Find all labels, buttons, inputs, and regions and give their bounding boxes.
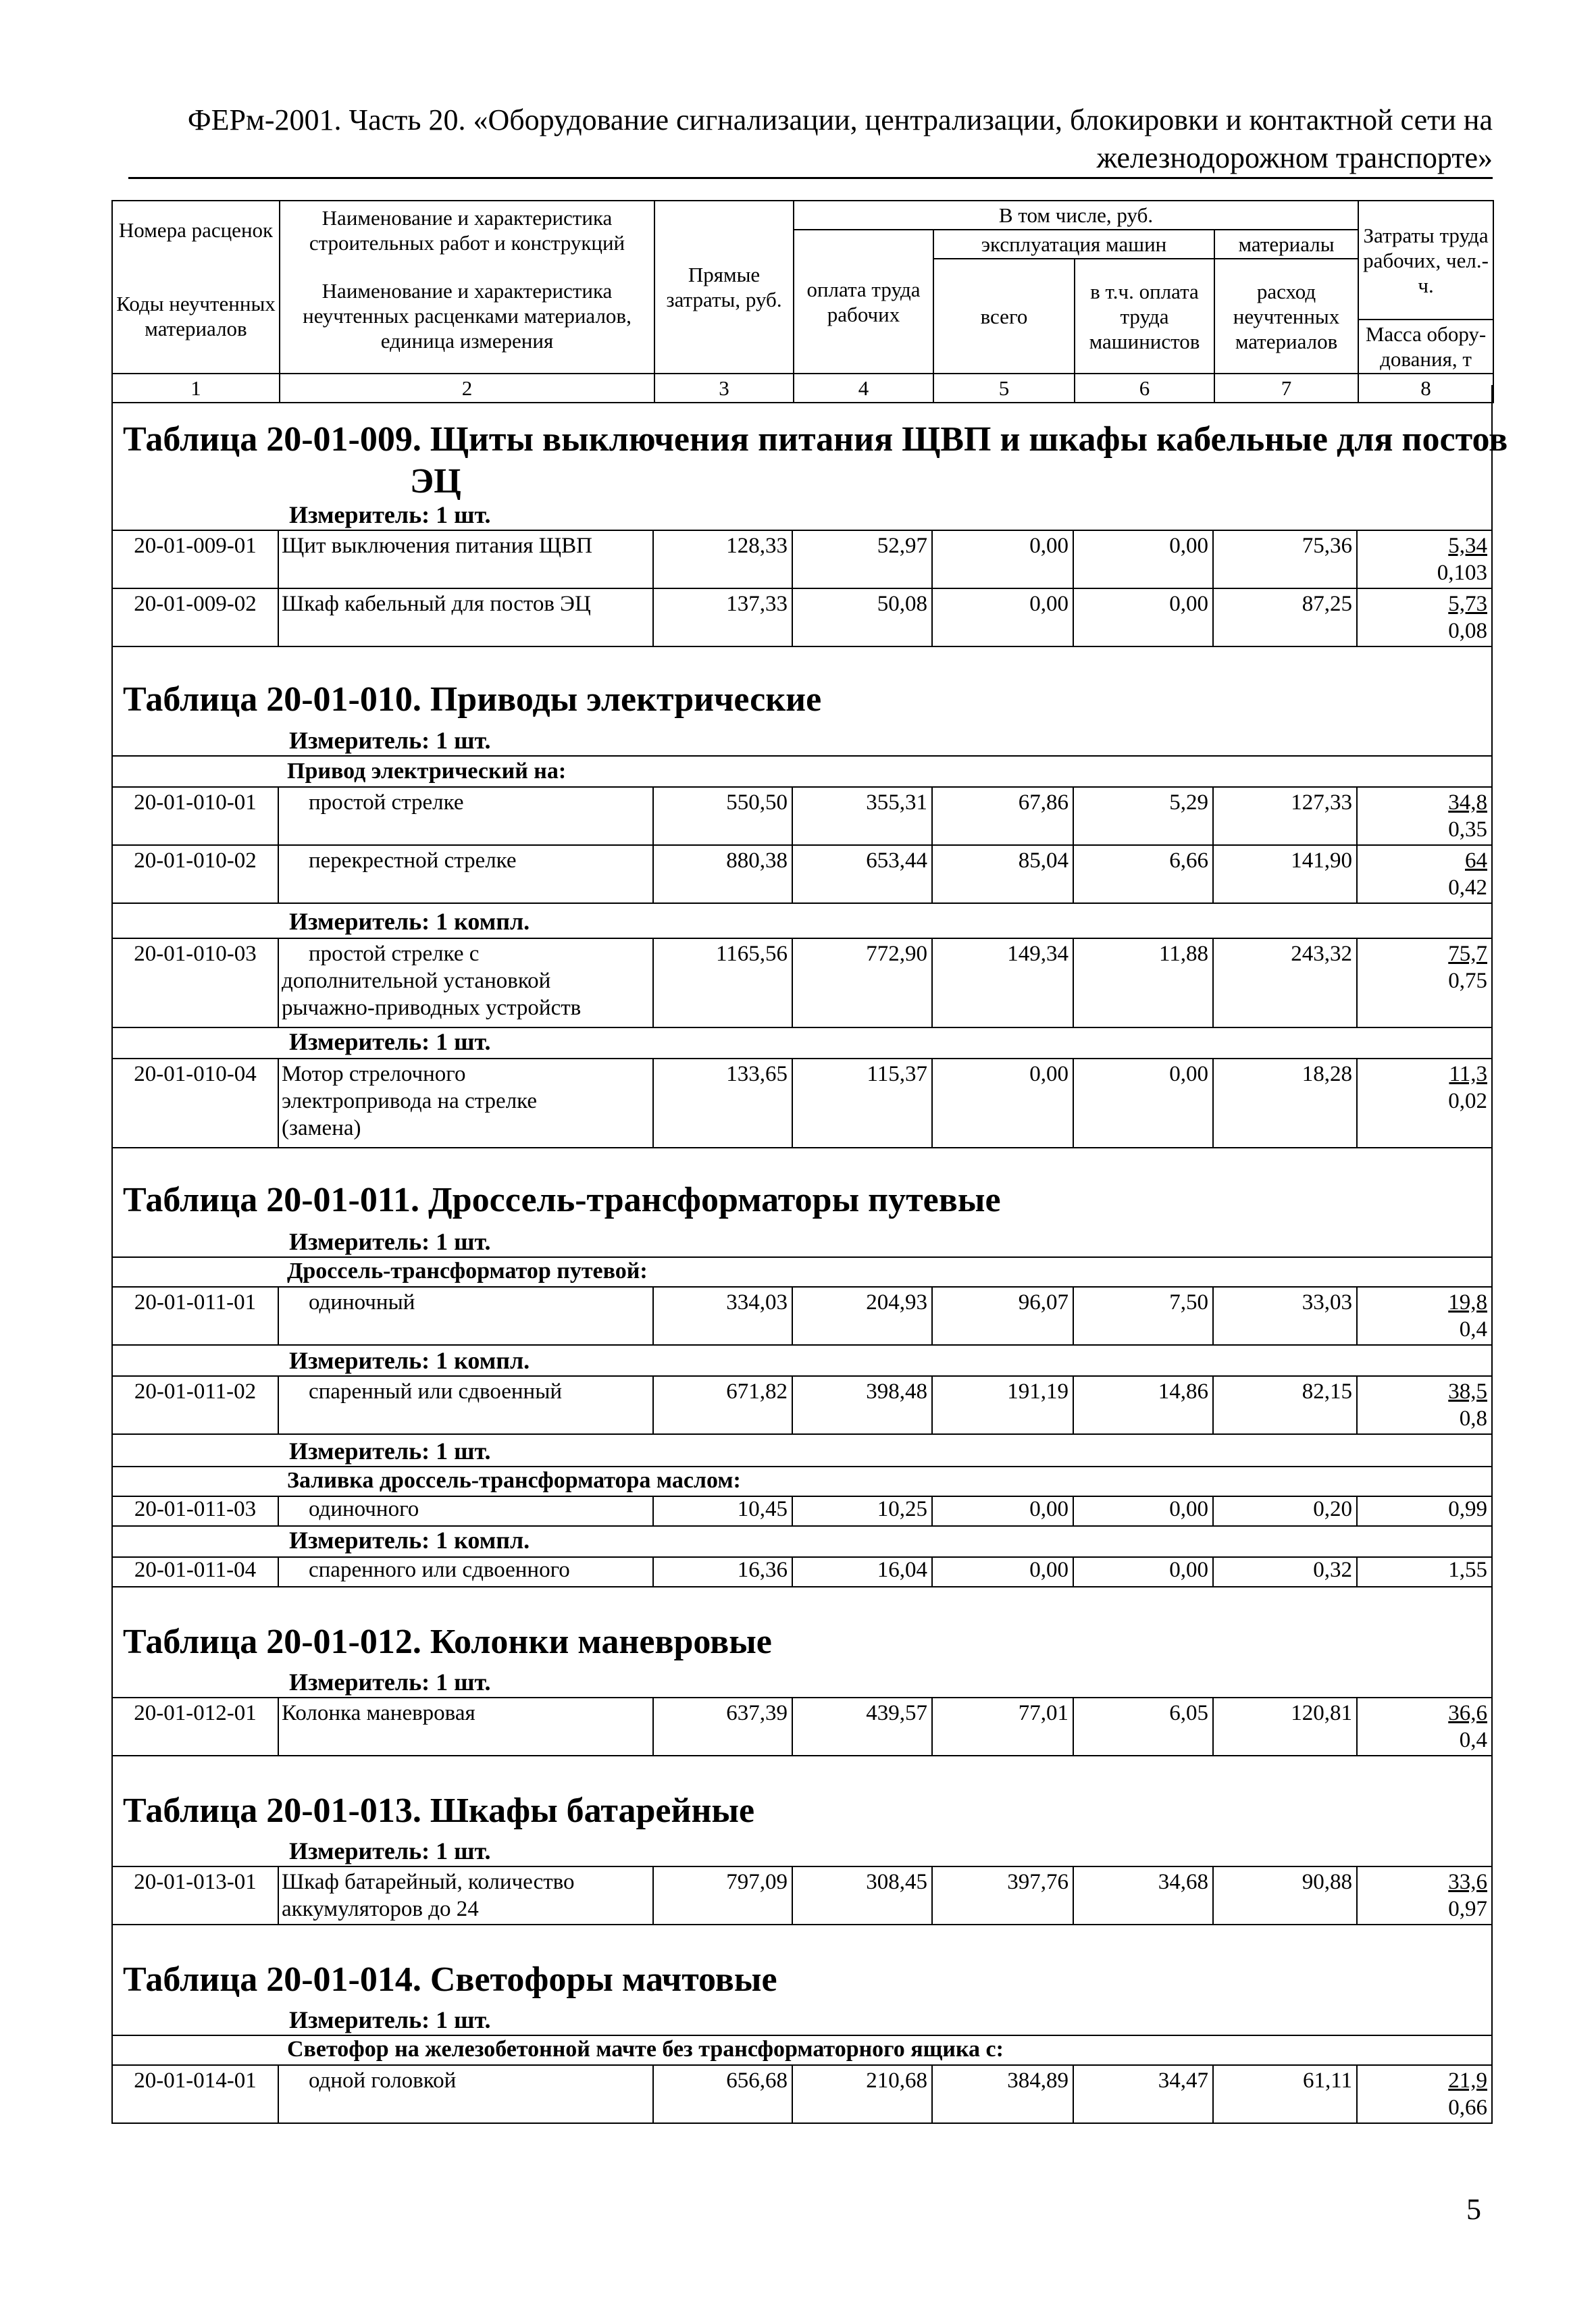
cell-labor-mass [1358,844,1493,903]
row-code: 20-01-010-03 [111,938,279,1027]
cell-labor-mass [1358,1697,1493,1755]
measure-unit [289,1837,490,1864]
cell-materials: 0,32 [1214,1556,1358,1586]
cell-machinists-pay: 14,86 [1074,1375,1214,1433]
cell-labor-pay: 10,25 [793,1496,933,1525]
header-col6: в т.ч. оплата труда машинистов [1075,259,1214,374]
labor-hours: 11,3 [1449,1062,1487,1086]
col-number: 6 [1075,374,1214,403]
cell-machinists-pay: 7,50 [1074,1286,1214,1344]
measure-unit [289,1527,530,1554]
measure-text: Измеритель: 1 компл. [289,1527,530,1554]
cell-labor-pay: 52,97 [793,530,933,588]
equipment-mass: 0,103 [1437,561,1487,585]
cell-machines-total: 384,89 [933,2064,1074,2123]
row-code: 20-01-011-04 [111,1556,279,1586]
col-number: 5 [933,374,1075,403]
measure-unit [289,1438,490,1465]
labor-hours: 5,34 [1448,534,1487,558]
cell-machinists-pay: 6,05 [1074,1697,1214,1755]
header-col7: расход неучтенных материалов [1214,259,1358,374]
cell-labor-pay: 50,08 [793,588,933,646]
row-name: спаренного или сдвоенного [279,1556,654,1586]
col-number: 7 [1214,374,1358,403]
row-rule [111,1924,1493,1925]
cell-materials: 87,25 [1214,588,1358,646]
table-title: Таблица 20-01-011. Дроссель-трансформаторы путевые [123,1181,1001,1219]
row-name [279,1866,654,1924]
row-name: одной головкой [279,2064,654,2123]
cell-labor-mass [1358,1375,1493,1433]
cell-materials: 82,15 [1214,1375,1358,1433]
table-row [111,588,1493,646]
cell-direct-costs: 16,36 [654,1556,793,1586]
table-title: Таблица 20-01-013. Шкафы батарейные [123,1791,755,1830]
cell-machinists-pay: 6,66 [1074,844,1214,903]
labor-hours: 19,8 [1448,1290,1487,1315]
measure-unit [289,908,530,935]
cell-materials: 141,90 [1214,844,1358,903]
header-col8-top: Затраты труда рабочих, чел.-ч. [1358,201,1493,320]
row-name: простой стрелке [279,786,654,844]
labor-hours: 33,6 [1448,1870,1487,1894]
table-title: Таблица 20-01-014. Светофоры мачтовые [123,1960,777,1999]
measure-unit [289,1228,490,1255]
cell-materials: 90,88 [1214,1866,1358,1924]
col-number: 4 [794,374,933,403]
labor-hours: 64 [1465,848,1487,873]
table-row [111,1496,1493,1525]
cell-machinists-pay: 11,88 [1074,938,1214,1027]
row-code: 20-01-009-01 [111,530,279,588]
header-col2-bottom: Наименование и характеристика неучтенных расценками материалов, единица измерения [280,259,654,374]
table-row [111,1286,1493,1344]
table-title: Таблица 20-01-010. Приводы электрические [123,680,822,719]
row-rule [111,1344,1493,1346]
table-row [111,786,1493,844]
cell-materials: 75,36 [1214,530,1358,588]
equipment-mass: 0,4 [1459,1317,1487,1342]
cell-materials: 0,20 [1214,1496,1358,1525]
cell-direct-costs: 550,50 [654,786,793,844]
measure-unit [289,2006,490,2033]
cell-direct-costs: 671,82 [654,1375,793,1433]
row-rule [111,1147,1493,1148]
measure-unit [289,1028,490,1055]
row-code: 20-01-011-02 [111,1375,279,1433]
col-number: 8 [1358,374,1493,403]
cell-direct-costs: 797,09 [654,1866,793,1924]
table-title-line: ЭЦ [410,462,461,501]
cell-labor-hours: 1,55 [1358,1556,1493,1586]
cell-direct-costs: 137,33 [654,588,793,646]
row-name-line: дополнительной установкой [282,969,551,993]
cell-machines-total: 85,04 [933,844,1074,903]
header-col1-bottom: Коды неучтенных материалов [112,259,280,374]
row-code: 20-01-010-01 [111,786,279,844]
cell-labor-pay: 308,45 [793,1866,933,1924]
labor-hours: 34,8 [1448,790,1487,815]
row-name-line: (замена) [282,1116,361,1140]
cell-labor-mass [1358,2064,1493,2123]
header-col8-bottom: Масса обору-дования, т [1358,320,1493,374]
header-rule [128,177,1493,179]
row-code: 20-01-009-02 [111,588,279,646]
labor-hours: 75,7 [1448,942,1487,966]
cell-machinists-pay: 0,00 [1074,588,1214,646]
measure-text: Измеритель: 1 шт. [289,1028,491,1055]
table-row [111,2064,1493,2123]
table-row [111,530,1493,588]
equipment-mass: 0,4 [1459,1728,1487,1752]
cell-labor-mass [1358,786,1493,844]
measure-text: Измеритель: 1 шт. [289,727,491,754]
cell-direct-costs: 128,33 [654,530,793,588]
cell-machinists-pay: 0,00 [1074,1496,1214,1525]
cell-materials: 120,81 [1214,1697,1358,1755]
row-name-line: Мотор стрелочного [282,1062,466,1086]
page-number: 5 [1466,2193,1481,2226]
header-machines: эксплуатация машин [933,230,1214,259]
equipment-mass: 0,97 [1448,1897,1487,1921]
table-row [111,1697,1493,1755]
row-rule [111,1433,1493,1435]
row-name: Щит выключения питания ЩВП [279,530,654,588]
equipment-mass: 0,02 [1448,1089,1487,1113]
measure-text: Измеритель: 1 шт. [289,1228,491,1255]
row-rule [111,1586,1493,1587]
row-name: Колонка маневровая [279,1697,654,1755]
measure-text: Измеритель: 1 шт. [289,501,491,528]
measure-unit [289,501,490,528]
cell-machines-total: 0,00 [933,588,1074,646]
table-row [111,1866,1493,1924]
header-line-1: ФЕРм-2001. Часть 20. «Оборудование сигнализации, централизации, блокировки и контактной сети на [187,103,1493,136]
cell-labor-pay: 772,90 [793,938,933,1027]
header-col2-top: Наименование и характеристика строительных работ и конструкций [280,201,654,259]
row-name-line: аккумуляторов до 24 [282,1897,479,1921]
cell-labor-mass [1358,1058,1493,1147]
row-code: 20-01-011-03 [111,1496,279,1525]
cell-machines-total: 397,76 [933,1866,1074,1924]
cell-direct-costs: 656,68 [654,2064,793,2123]
table-title: Таблица 20-01-012. Колонки маневровые [123,1623,772,1661]
row-name-line: рычажно-приводных устройств [282,996,582,1020]
measure-text: Измеритель: 1 шт. [289,1837,491,1864]
row-name: одиночный [279,1286,654,1344]
cell-labor-mass [1358,1286,1493,1344]
measure-text: Измеритель: 1 компл. [289,1347,530,1374]
row-code: 20-01-013-01 [111,1866,279,1924]
equipment-mass: 0,66 [1448,2095,1487,2120]
cell-labor-mass [1358,588,1493,646]
row-code: 20-01-010-02 [111,844,279,903]
labor-hours: 21,9 [1448,2068,1487,2093]
cell-machines-total: 77,01 [933,1697,1074,1755]
cell-machinists-pay: 0,00 [1074,530,1214,588]
cell-materials: 18,28 [1214,1058,1358,1147]
row-name [279,938,654,1027]
labor-hours: 36,6 [1448,1701,1487,1725]
cell-direct-costs: 1165,56 [654,938,793,1027]
col-number: 3 [654,374,794,403]
cell-machinists-pay: 0,00 [1074,1058,1214,1147]
col-number: 1 [112,374,280,403]
cell-machinists-pay: 34,47 [1074,2064,1214,2123]
cell-direct-costs: 10,45 [654,1496,793,1525]
cell-materials: 127,33 [1214,786,1358,844]
equipment-mass: 0,8 [1459,1406,1487,1431]
subheading: Привод электрический на: [287,759,567,784]
cell-direct-costs: 133,65 [654,1058,793,1147]
equipment-mass: 0,42 [1448,875,1487,900]
cell-labor-pay: 204,93 [793,1286,933,1344]
cell-direct-costs: 637,39 [654,1697,793,1755]
header-incl: В том числе, руб. [794,201,1358,230]
measure-text: Измеритель: 1 шт. [289,1438,491,1465]
row-name: одиночного [279,1496,654,1525]
row-name: Шкаф кабельный для постов ЭЦ [279,588,654,646]
cell-labor-mass [1358,1866,1493,1924]
row-rule [111,755,1493,757]
cell-direct-costs: 880,38 [654,844,793,903]
labor-hours: 38,5 [1448,1379,1487,1404]
row-code: 20-01-014-01 [111,2064,279,2123]
cell-machinists-pay: 5,29 [1074,786,1214,844]
cell-labor-pay: 210,68 [793,2064,933,2123]
header-col4: оплата труда рабочих [794,230,933,374]
table-row [111,938,1493,1027]
measure-text: Измеритель: 1 шт. [289,1669,491,1696]
row-rule [111,2123,1493,2124]
header-col1-top: Номера расценок [112,201,280,259]
cell-machines-total: 67,86 [933,786,1074,844]
cell-labor-pay: 398,48 [793,1375,933,1433]
table-row [111,1375,1493,1433]
measure-unit [289,727,490,754]
measure-unit [289,1669,490,1696]
row-name [279,1058,654,1147]
row-rule [111,903,1493,904]
cell-machinists-pay: 0,00 [1074,1556,1214,1586]
subheading: Дроссель-трансформатор путевой: [287,1259,648,1283]
row-name: спаренный или сдвоенный [279,1375,654,1433]
measure-unit [289,1347,530,1374]
subheading: Заливка дроссель-трансформатора маслом: [287,1468,741,1493]
column-header-table [111,200,1494,403]
cell-materials: 33,03 [1214,1286,1358,1344]
row-code: 20-01-010-04 [111,1058,279,1147]
cell-labor-pay: 16,04 [793,1556,933,1586]
labor-hours: 5,73 [1448,592,1487,616]
measure-text: Измеритель: 1 компл. [289,908,530,935]
header-line-2: железнодорожном транспорте» [1096,141,1493,174]
cell-machinists-pay: 34,68 [1074,1866,1214,1924]
col-number: 2 [280,374,654,403]
equipment-mass: 0,35 [1448,817,1487,842]
measure-text: Измеритель: 1 шт. [289,2006,491,2033]
cell-machines-total: 0,00 [933,1058,1074,1147]
table-row [111,1556,1493,1586]
row-name-line: электропривода на стрелке [282,1089,538,1113]
row-name-line: Шкаф батарейный, количество [282,1870,575,1894]
header-col5: всего [933,259,1075,374]
cell-labor-mass [1358,938,1493,1027]
cell-machines-total: 149,34 [933,938,1074,1027]
header-col3: Прямые затраты, руб. [654,201,794,374]
row-rule [111,646,1493,647]
row-rule [111,1755,1493,1756]
subheading: Светофор на железобетонной мачте без трансформаторного ящика с: [287,2037,1004,2062]
row-name: перекрестной стрелке [279,844,654,903]
cell-machines-total: 0,00 [933,530,1074,588]
row-name-line: простой стрелке с [309,942,480,966]
cell-labor-pay: 355,31 [793,786,933,844]
header-materials: материалы [1214,230,1358,259]
cell-labor-hours: 0,99 [1358,1496,1493,1525]
table-row [111,1058,1493,1147]
cell-machines-total: 0,00 [933,1556,1074,1586]
table-title-line: Таблица 20-01-009. Щиты выключения питания ЩВП и шкафы кабельные для постов [123,420,1508,459]
page-header [122,101,1493,177]
cell-materials: 61,11 [1214,2064,1358,2123]
table-title [123,419,1508,503]
cell-machines-total: 96,07 [933,1286,1074,1344]
cell-labor-pay: 115,37 [793,1058,933,1147]
cell-labor-pay: 439,57 [793,1697,933,1755]
table-row [111,844,1493,903]
cell-labor-mass [1358,530,1493,588]
cell-materials: 243,32 [1214,938,1358,1027]
cell-labor-pay: 653,44 [793,844,933,903]
cell-machines-total: 191,19 [933,1375,1074,1433]
cell-direct-costs: 334,03 [654,1286,793,1344]
equipment-mass: 0,08 [1448,619,1487,643]
equipment-mass: 0,75 [1448,969,1487,993]
row-code: 20-01-011-01 [111,1286,279,1344]
row-code: 20-01-012-01 [111,1697,279,1755]
cell-machines-total: 0,00 [933,1496,1074,1525]
